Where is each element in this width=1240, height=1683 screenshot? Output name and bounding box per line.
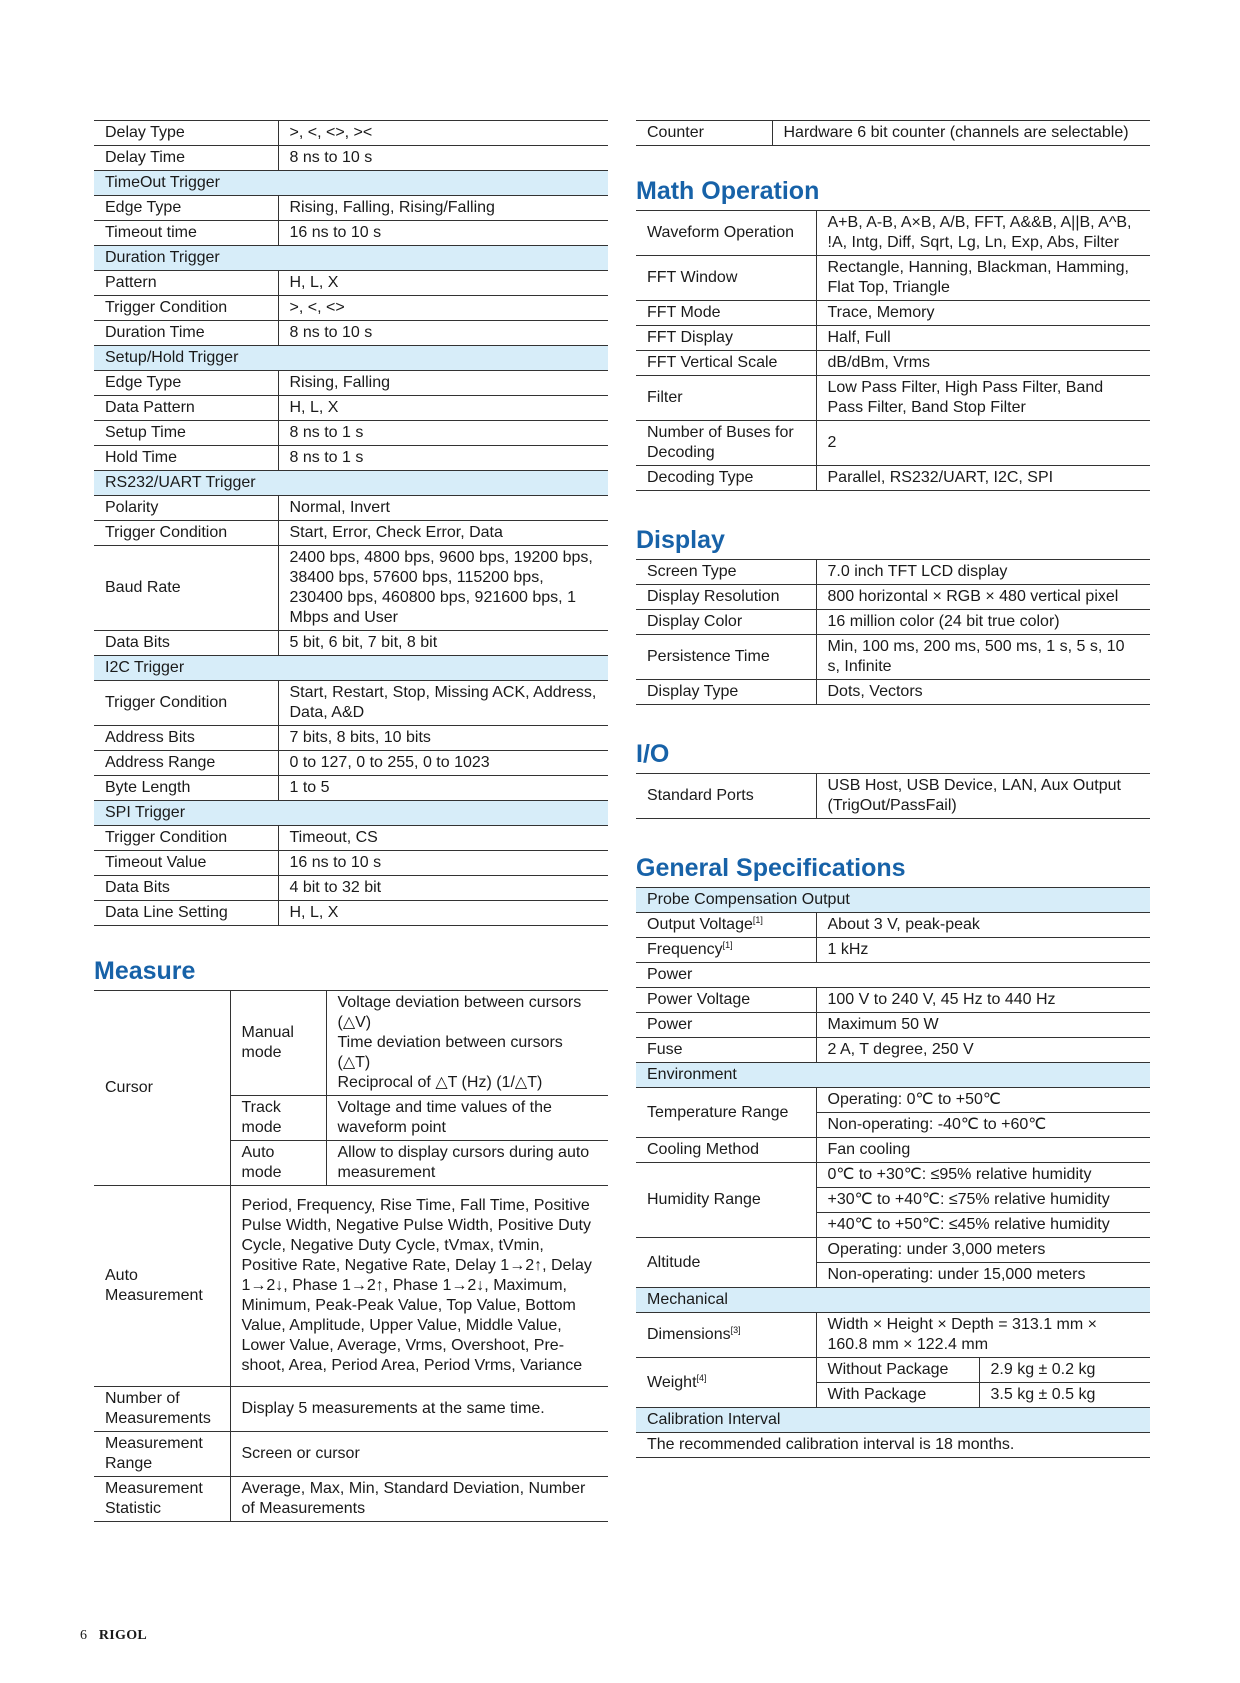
counter-table [636,120,1150,146]
spec-value: 1 to 5 [278,776,608,801]
spec-value: Rising, Falling, Rising/Falling [278,196,608,221]
section-header: SPI Trigger [94,801,608,826]
cursor-mode: Manual mode [230,991,326,1096]
spec-value: Average, Max, Min, Standard Deviation, Number of Measurements [230,1477,608,1522]
spec-value: Maximum 50 W [816,1013,1150,1038]
spec-label: Display Resolution [636,585,816,610]
section-header: RS232/UART Trigger [94,471,608,496]
spec-label: Decoding Type [636,466,816,491]
spec-label: Data Bits [94,631,278,656]
spec-label: FFT Window [636,256,816,301]
spec-value: 7 bits, 8 bits, 10 bits [278,726,608,751]
spec-label: Delay Type [94,121,278,146]
page-footer [80,1626,147,1644]
cursor-mode-desc: Voltage and time values of the waveform point [326,1096,608,1141]
display-heading: Display [636,526,725,554]
page-number: 6 [80,1628,87,1643]
spec-label: Edge Type [94,196,278,221]
spec-value: 16 ns to 10 s [278,221,608,246]
spec-value: Parallel, RS232/UART, I2C, SPI [816,466,1150,491]
spec-label: Display Type [636,680,816,705]
spec-label: Trigger Condition [94,681,278,726]
spec-label: Screen Type [636,560,816,585]
spec-value: Operating: 0℃ to +50℃ [816,1088,1150,1113]
spec-subkey: With Package [816,1383,979,1408]
left-column [94,120,608,1522]
general-table [636,887,1150,1458]
spec-value: Timeout, CS [278,826,608,851]
spec-label: Standard Ports [636,774,816,819]
section-header: Environment [636,1063,1150,1088]
spec-value: 8 ns to 1 s [278,421,608,446]
spec-label: Frequency[1] [636,938,816,963]
spec-value: >, <, <> [278,296,608,321]
spec-label: Data Bits [94,876,278,901]
spec-label: Pattern [94,271,278,296]
spec-label: Polarity [94,496,278,521]
spec-value: 1 kHz [816,938,1150,963]
cursor-mode-desc: Voltage deviation between cursors (△V) Time deviation between cursors (△T) Reciprocal of △T (Hz) (1/△T) [326,991,608,1096]
spec-label: Byte Length [94,776,278,801]
spec-value: 8 ns to 10 s [278,146,608,171]
spec-value: Rising, Falling [278,371,608,396]
spec-label: Trigger Condition [94,826,278,851]
spec-label: Filter [636,376,816,421]
spec-value: 2 A, T degree, 250 V [816,1038,1150,1063]
cursor-label: Cursor [94,991,230,1186]
section-header: Calibration Interval [636,1408,1150,1433]
spec-value: 8 ns to 1 s [278,446,608,471]
spec-label: Temperature Range [636,1088,816,1138]
general-heading: General Specifications [636,854,906,882]
measure-table [94,990,608,1522]
spec-label: Power [636,1013,816,1038]
spec-label: Number of Buses for Decoding [636,421,816,466]
spec-value: Non-operating: under 15,000 meters [816,1263,1150,1288]
spec-value: 800 horizontal × RGB × 480 vertical pixel [816,585,1150,610]
spec-value: Display 5 measurements at the same time. [230,1387,608,1432]
spec-value: A+B, A-B, A×B, A/B, FFT, A&&B, A||B, A^B, !A, Intg, Diff, Sqrt, Lg, Ln, Exp, Abs, Filter [816,211,1150,256]
section-header: Power [636,963,1150,988]
spec-label: Delay Time [94,146,278,171]
spec-label: Power Voltage [636,988,816,1013]
spec-value: 16 million color (24 bit true color) [816,610,1150,635]
spec-value: +40℃ to +50℃: ≤45% relative humidity [816,1213,1150,1238]
spec-value: Low Pass Filter, High Pass Filter, Band Pass Filter, Band Stop Filter [816,376,1150,421]
spec-value: Min, 100 ms, 200 ms, 500 ms, 1 s, 5 s, 10 s, Infinite [816,635,1150,680]
spec-label: Number of Measurements [94,1387,230,1432]
spec-label: Altitude [636,1238,816,1288]
measure-heading: Measure [94,957,196,985]
spec-value: Screen or cursor [230,1432,608,1477]
spec-label: Display Color [636,610,816,635]
spec-value: dB/dBm, Vrms [816,351,1150,376]
spec-value: Start, Restart, Stop, Missing ACK, Address, Data, A&D [278,681,608,726]
trigger-spec-table [94,120,608,926]
spec-value: 0 to 127, 0 to 255, 0 to 1023 [278,751,608,776]
io-table [636,773,1150,819]
spec-value: Rectangle, Hanning, Blackman, Hamming, Flat Top, Triangle [816,256,1150,301]
spec-value: 2.9 kg ± 0.2 kg [979,1358,1150,1383]
spec-label: Dimensions[3] [636,1313,816,1358]
spec-value: Width × Height × Depth = 313.1 mm × 160.8 mm × 122.4 mm [816,1313,1150,1358]
spec-value: 2 [816,421,1150,466]
section-header: Mechanical [636,1288,1150,1313]
spec-value: Fan cooling [816,1138,1150,1163]
calibration-text: The recommended calibration interval is 18 months. [636,1433,1150,1458]
section-header: I2C Trigger [94,656,608,681]
cursor-mode: Track mode [230,1096,326,1141]
spec-label: FFT Vertical Scale [636,351,816,376]
spec-value: 5 bit, 6 bit, 7 bit, 8 bit [278,631,608,656]
spec-value: Start, Error, Check Error, Data [278,521,608,546]
spec-value: 100 V to 240 V, 45 Hz to 440 Hz [816,988,1150,1013]
spec-value: 16 ns to 10 s [278,851,608,876]
cursor-mode-desc: Allow to display cursors during auto measurement [326,1141,608,1186]
math-heading: Math Operation [636,177,820,205]
section-header: Duration Trigger [94,246,608,271]
spec-label: Persistence Time [636,635,816,680]
spec-value: Half, Full [816,326,1150,351]
spec-label: Weight[4] [636,1358,816,1408]
spec-label: Measurement Statistic [94,1477,230,1522]
spec-label: Data Pattern [94,396,278,421]
spec-label: Timeout Value [94,851,278,876]
spec-label: Waveform Operation [636,211,816,256]
io-heading: I/O [636,740,670,768]
spec-value: H, L, X [278,901,608,926]
spec-label: Data Line Setting [94,901,278,926]
spec-value: Period, Frequency, Rise Time, Fall Time, Positive Pulse Width, Negative Pulse Width, Positive Duty Cycle, Negative Duty Cycle, tVmax, tVmin, Positive Rate, Negative Rate, Delay 1→2↑, Delay 1→2↓, Phase 1→2↑, Phase 1→2↓, Maximum, Minimum, Peak-Peak Value, Top Value, Bottom Value, Amplitude, Upper Value, Middle Value, Lower Value, Average, Vrms, Overshoot, Pre-shoot, Area, Period Area, Period Vrms, Variance [230,1186,608,1387]
spec-value: 8 ns to 10 s [278,321,608,346]
spec-value: H, L, X [278,396,608,421]
spec-subkey: Without Package [816,1358,979,1383]
spec-label: Humidity Range [636,1163,816,1238]
spec-label: Auto Measurement [94,1186,230,1387]
spec-label: Trigger Condition [94,521,278,546]
spec-value: Hardware 6 bit counter (channels are selectable) [772,121,1150,146]
math-table [636,210,1150,491]
spec-label: Cooling Method [636,1138,816,1163]
spec-value: Trace, Memory [816,301,1150,326]
spec-label: Baud Rate [94,546,278,631]
spec-label: Fuse [636,1038,816,1063]
spec-value: Non-operating: -40℃ to +60℃ [816,1113,1150,1138]
spec-value: 4 bit to 32 bit [278,876,608,901]
brand-logo: RIGOL [98,1628,148,1643]
spec-value: USB Host, USB Device, LAN, Aux Output (TrigOut/PassFail) [816,774,1150,819]
spec-label: Edge Type [94,371,278,396]
spec-label: Timeout time [94,221,278,246]
spec-value: 7.0 inch TFT LCD display [816,560,1150,585]
section-header: Probe Compensation Output [636,888,1150,913]
spec-label: Address Range [94,751,278,776]
cursor-mode: Auto mode [230,1141,326,1186]
spec-value: >, <, <>, >< [278,121,608,146]
spec-label: Hold Time [94,446,278,471]
spec-value: 3.5 kg ± 0.5 kg [979,1383,1150,1408]
right-column [636,120,1150,1458]
section-header: Setup/Hold Trigger [94,346,608,371]
spec-label: Setup Time [94,421,278,446]
section-header: TimeOut Trigger [94,171,608,196]
spec-label: Counter [636,121,772,146]
spec-label: Address Bits [94,726,278,751]
spec-label: Trigger Condition [94,296,278,321]
spec-label: FFT Mode [636,301,816,326]
spec-label: Duration Time [94,321,278,346]
spec-label: Output Voltage[1] [636,913,816,938]
spec-value: Operating: under 3,000 meters [816,1238,1150,1263]
spec-value: 2400 bps, 4800 bps, 9600 bps, 19200 bps, 38400 bps, 57600 bps, 115200 bps, 230400 bps, 460800 bps, 921600 bps, 1 Mbps and User [278,546,608,631]
spec-value: +30℃ to +40℃: ≤75% relative humidity [816,1188,1150,1213]
spec-value: About 3 V, peak-peak [816,913,1150,938]
spec-value: 0℃ to +30℃: ≤95% relative humidity [816,1163,1150,1188]
spec-value: Normal, Invert [278,496,608,521]
spec-value: Dots, Vectors [816,680,1150,705]
spec-label: Measurement Range [94,1432,230,1477]
spec-value: H, L, X [278,271,608,296]
display-table [636,559,1150,705]
spec-label: FFT Display [636,326,816,351]
